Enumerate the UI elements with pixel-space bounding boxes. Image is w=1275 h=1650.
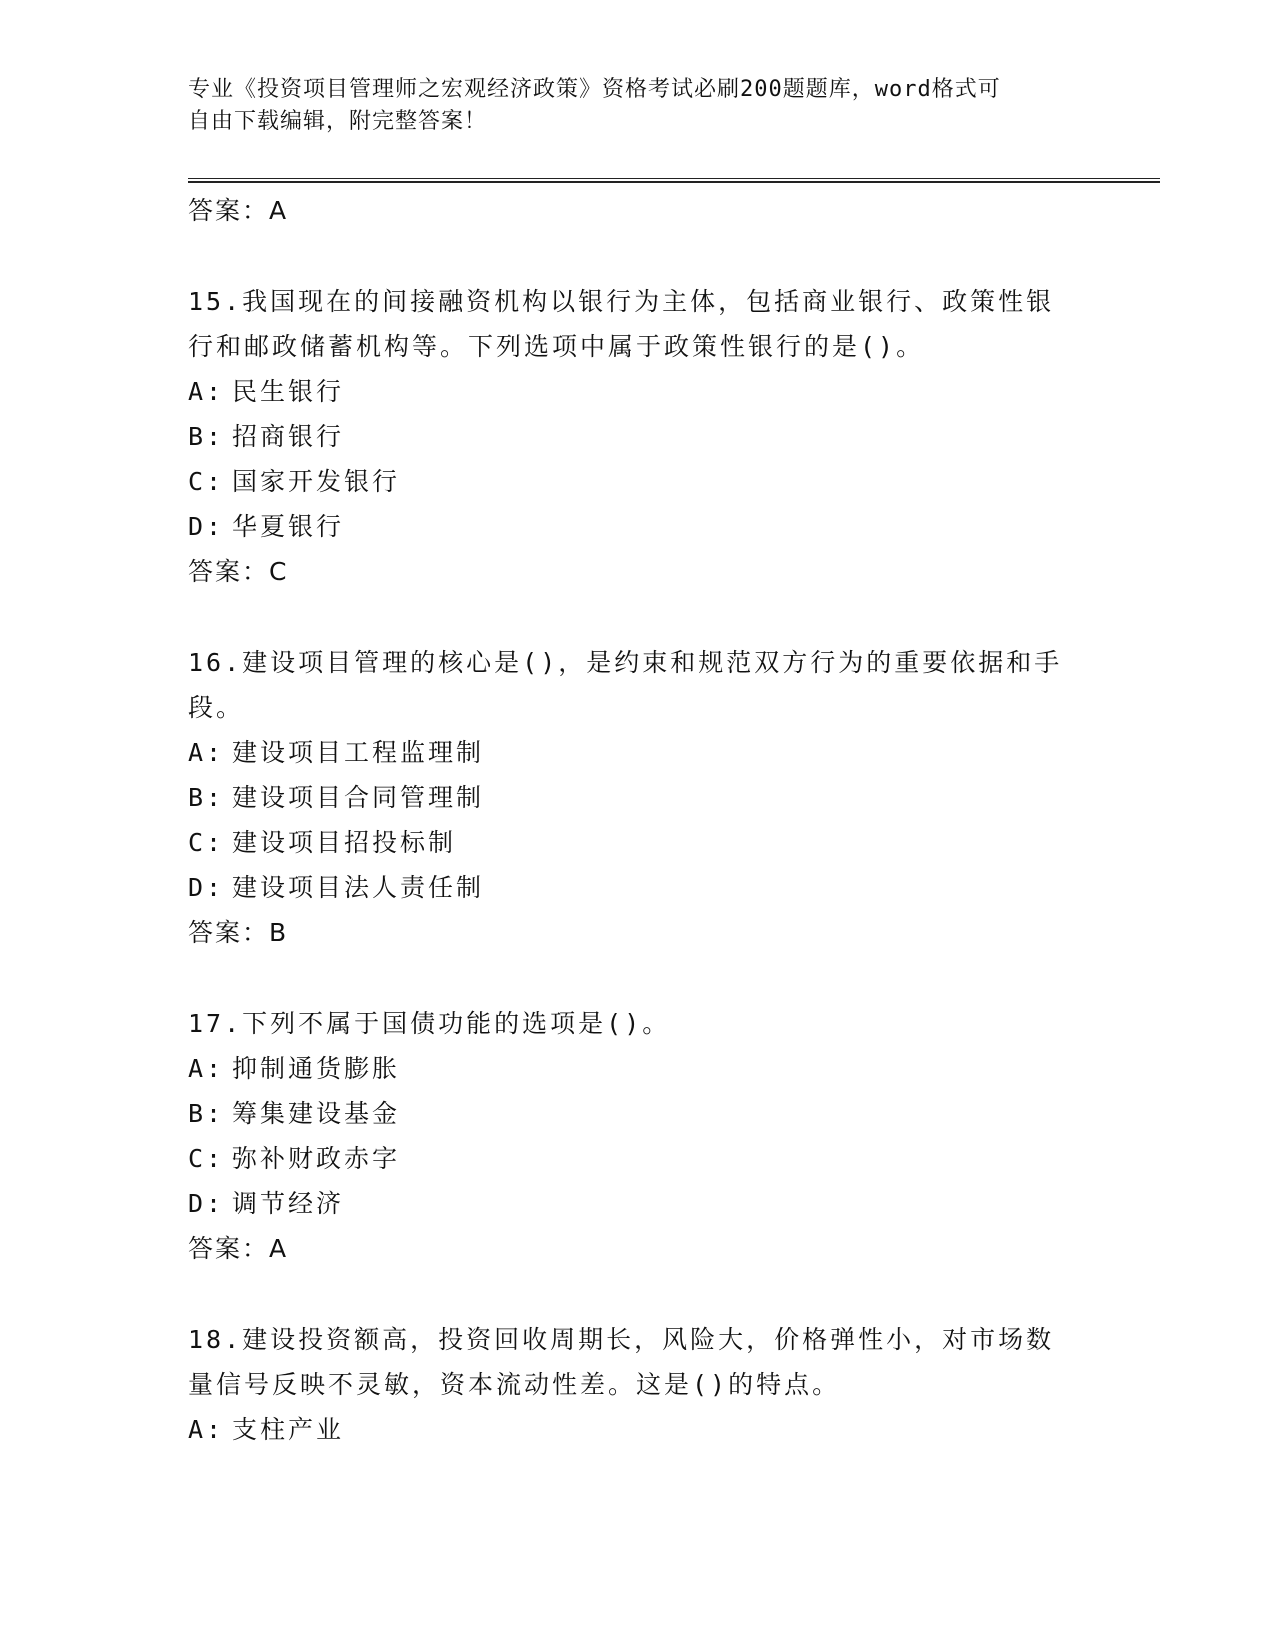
question-text-line: 16.建设项目管理的核心是()，是约束和规范双方行为的重要依据和手 bbox=[188, 648, 1063, 677]
question-text-line: 15.我国现在的间接融资机构以银行为主体，包括商业银行、政策性银 bbox=[188, 287, 1055, 316]
answer-line: 答案：B bbox=[188, 918, 289, 947]
answer-line: 答案：C bbox=[188, 557, 289, 586]
question-text bbox=[188, 640, 1088, 730]
question-text bbox=[188, 1317, 1088, 1407]
option-a bbox=[188, 730, 1088, 775]
question-block bbox=[188, 1317, 1088, 1452]
option-key: B: bbox=[188, 1099, 225, 1128]
option-text: 华夏银行 bbox=[232, 512, 345, 541]
option-a bbox=[188, 1407, 1088, 1452]
question-text-line: 段。 bbox=[188, 693, 245, 722]
option-c bbox=[188, 459, 1088, 504]
question-text-line: 17.下列不属于国债功能的选项是()。 bbox=[188, 1009, 671, 1038]
page-header bbox=[188, 74, 1088, 138]
option-text: 国家开发银行 bbox=[232, 467, 401, 496]
header-line-2: 自由下载编辑，附完整答案！ bbox=[188, 109, 488, 134]
question-text-line: 量信号反映不灵敏，资本流动性差。这是()的特点。 bbox=[188, 1370, 841, 1399]
option-key: A: bbox=[188, 738, 225, 767]
question-block bbox=[188, 640, 1088, 955]
option-key: D: bbox=[188, 512, 225, 541]
option-b bbox=[188, 775, 1088, 820]
option-b bbox=[188, 414, 1088, 459]
option-text: 民生银行 bbox=[232, 377, 345, 406]
option-key: A: bbox=[188, 1415, 225, 1444]
option-text: 调节经济 bbox=[232, 1189, 345, 1218]
option-key: C: bbox=[188, 828, 225, 857]
option-text: 建设项目法人责任制 bbox=[232, 873, 485, 902]
option-key: C: bbox=[188, 467, 225, 496]
option-key: B: bbox=[188, 783, 225, 812]
option-key: D: bbox=[188, 873, 225, 902]
option-text: 支柱产业 bbox=[232, 1415, 345, 1444]
option-text: 建设项目工程监理制 bbox=[232, 738, 485, 767]
option-text: 抑制通货膨胀 bbox=[232, 1054, 401, 1083]
option-d bbox=[188, 504, 1088, 549]
option-a bbox=[188, 1046, 1088, 1091]
question-list bbox=[188, 188, 1088, 1452]
question-text-line: 18.建设投资额高，投资回收周期长，风险大，价格弹性小，对市场数 bbox=[188, 1325, 1055, 1354]
question-block bbox=[188, 279, 1088, 594]
option-text: 建设项目招投标制 bbox=[232, 828, 457, 857]
option-text: 招商银行 bbox=[232, 422, 345, 451]
option-d bbox=[188, 1181, 1088, 1226]
option-c bbox=[188, 820, 1088, 865]
option-c bbox=[188, 1136, 1088, 1181]
question-text-line: 行和邮政储蓄机构等。下列选项中属于政策性银行的是()。 bbox=[188, 332, 925, 361]
option-a bbox=[188, 369, 1088, 414]
question-text bbox=[188, 279, 1088, 369]
option-key: C: bbox=[188, 1144, 225, 1173]
question-text bbox=[188, 1001, 1088, 1046]
header-divider bbox=[188, 178, 1160, 183]
option-key: A: bbox=[188, 1054, 225, 1083]
option-text: 筹集建设基金 bbox=[232, 1099, 401, 1128]
question-block bbox=[188, 1001, 1088, 1271]
answer-line: 答案：A bbox=[188, 196, 289, 225]
option-b bbox=[188, 1091, 1088, 1136]
answer-line: 答案：A bbox=[188, 1234, 289, 1263]
option-d bbox=[188, 865, 1088, 910]
header-line-1: 专业《投资项目管理师之宏观经济政策》资格考试必刷200题题库，word格式可 bbox=[188, 77, 1001, 102]
option-text: 弥补财政赤字 bbox=[232, 1144, 401, 1173]
option-key: B: bbox=[188, 422, 225, 451]
option-text: 建设项目合同管理制 bbox=[232, 783, 485, 812]
option-key: D: bbox=[188, 1189, 225, 1218]
option-key: A: bbox=[188, 377, 225, 406]
